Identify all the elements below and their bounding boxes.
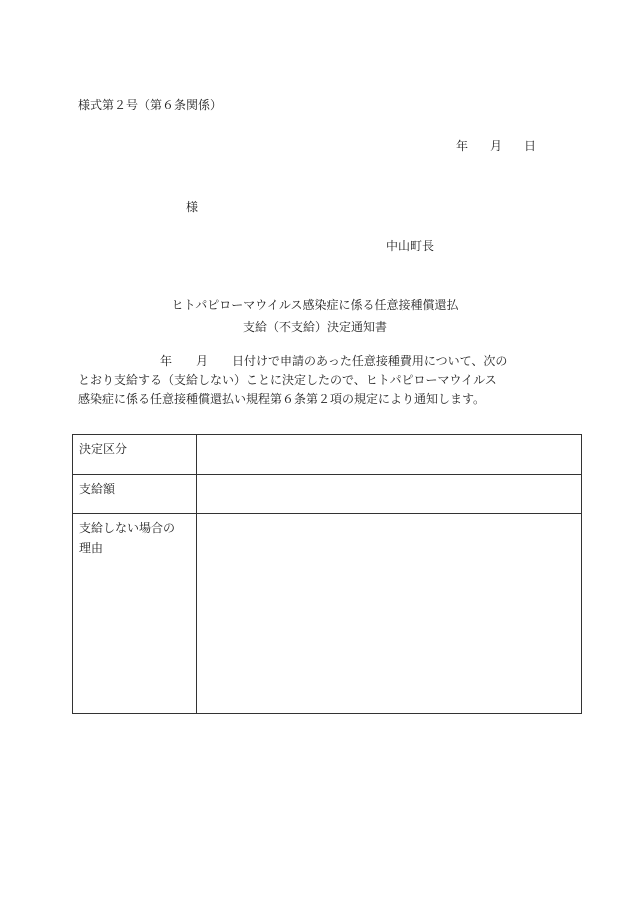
row-label-nonpayment-reason (73, 514, 197, 714)
notice-body (78, 352, 558, 409)
issuer-name: 中山町長 (386, 239, 435, 253)
notice-body-line1: 年 月 日付けで申請のあった任意接種費用について、次の (160, 354, 508, 368)
date-day: 日 (524, 139, 537, 153)
date-year: 年 (456, 139, 469, 153)
row-label-payment-amount: 支給額 (73, 475, 197, 514)
row-value-payment-amount (197, 475, 582, 514)
row-value-nonpayment-reason (197, 514, 582, 714)
addressee-suffix: 様 (186, 200, 199, 214)
date-line (456, 137, 536, 154)
row-value-decision-category (197, 435, 582, 475)
row-label-decision-category: 決定区分 (73, 435, 197, 475)
table-row (73, 475, 582, 514)
row-label-nonpayment-reason-line2: 理由 (79, 541, 104, 555)
document-title-line2: 支給（不支給）決定通知書 (242, 320, 387, 334)
notice-body-line2: とおり支給する（支給しない）ことに決定したので、ヒトパピローマウイルス (78, 373, 497, 387)
form-number: 様式第２号（第６条関係） (78, 98, 223, 112)
row-label-nonpayment-reason-line1: 支給しない場合の (79, 521, 176, 535)
document-title-line1: ヒトパピローマウイルス感染症に係る任意接種償還払 (171, 298, 459, 312)
notice-body-line3: 感染症に係る任意接種償還払い規程第６条第２項の規定により通知します。 (78, 392, 486, 406)
table-row (73, 514, 582, 714)
table-row (73, 435, 582, 475)
date-month: 月 (490, 139, 503, 153)
decision-table (72, 434, 582, 714)
